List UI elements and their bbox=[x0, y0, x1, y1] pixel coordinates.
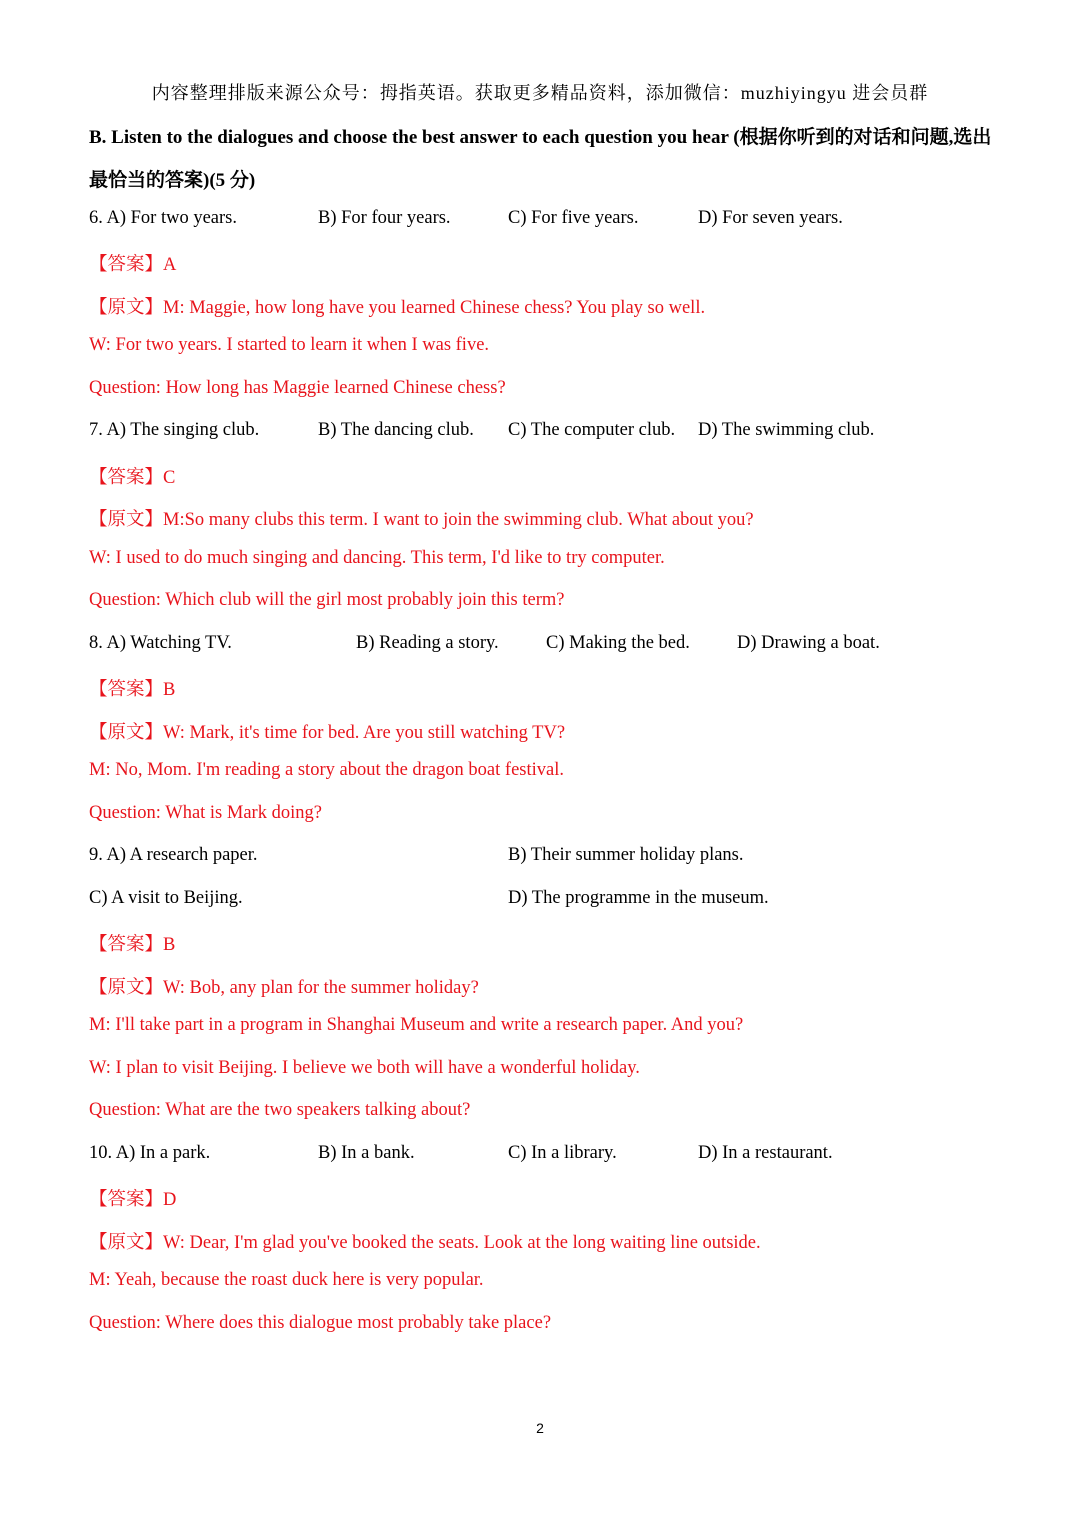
script-line: W: I plan to visit Beijing. I believe we both will have a wonderful holiday. bbox=[89, 1058, 640, 1078]
answer-line bbox=[89, 930, 175, 956]
section-title-line2: 最恰当的答案)(5 分) bbox=[89, 170, 256, 191]
answer-value: D bbox=[163, 1190, 177, 1210]
option-d: D) The swimming club. bbox=[698, 420, 875, 440]
answer-line bbox=[89, 250, 176, 276]
option-a: A) Watching TV. bbox=[106, 633, 232, 653]
option-a: A) For two years. bbox=[106, 208, 237, 228]
option-d: D) Drawing a boat. bbox=[737, 633, 880, 653]
script-line: M: Yeah, because the roast duck here is very popular. bbox=[89, 1270, 484, 1290]
question-number: 7. bbox=[89, 420, 103, 440]
script-text: W: Bob, any plan for the summer holiday? bbox=[163, 978, 479, 998]
option-a: A) The singing club. bbox=[106, 420, 260, 440]
option-c: C) The computer club. bbox=[508, 420, 676, 440]
option-a: A) A research paper. bbox=[106, 845, 258, 865]
answer-value: A bbox=[163, 255, 177, 275]
script-line: M: No, Mom. I'm reading a story about the dragon boat festival. bbox=[89, 760, 564, 780]
script-line bbox=[89, 973, 479, 999]
answer-label: 【答案】 bbox=[89, 1190, 164, 1210]
option-c: C) In a library. bbox=[508, 1143, 617, 1163]
answer-line bbox=[89, 675, 175, 701]
script-question: Question: What are the two speakers talking about? bbox=[89, 1100, 471, 1120]
option-c: C) Making the bed. bbox=[546, 633, 690, 653]
script-line: M: I'll take part in a program in Shanghai Museum and write a research paper. And you? bbox=[89, 1015, 744, 1035]
script-line: W: For two years. I started to learn it when I was five. bbox=[89, 335, 490, 355]
question-number: 10. bbox=[89, 1143, 113, 1163]
answer-label: 【答案】 bbox=[89, 468, 164, 488]
question-6-options bbox=[89, 208, 237, 229]
question-7-options bbox=[89, 420, 259, 441]
script-line: W: I used to do much singing and dancing. This term, I'd like to try computer. bbox=[89, 548, 665, 568]
script-text: W: Dear, I'm glad you've booked the seats. Look at the long waiting line outside. bbox=[163, 1233, 761, 1253]
script-label: 【原文】 bbox=[89, 978, 164, 998]
script-question: Question: Where does this dialogue most probably take place? bbox=[89, 1313, 552, 1333]
answer-label: 【答案】 bbox=[89, 935, 164, 955]
section-title-line1: B. Listen to the dialogues and choose the best answer to each question you hear (根据你听到的对话和问题,选出 bbox=[89, 127, 992, 148]
script-label: 【原文】 bbox=[89, 298, 164, 318]
script-question: Question: What is Mark doing? bbox=[89, 803, 322, 823]
option-c: C) A visit to Beijing. bbox=[89, 888, 243, 908]
script-line bbox=[89, 718, 565, 744]
question-8-options bbox=[89, 633, 232, 654]
option-b: B) For four years. bbox=[318, 208, 451, 228]
question-10-options bbox=[89, 1143, 210, 1164]
script-question: Question: How long has Maggie learned Chinese chess? bbox=[89, 378, 506, 398]
question-number: 9. bbox=[89, 845, 103, 865]
option-b: B) The dancing club. bbox=[318, 420, 474, 440]
answer-label: 【答案】 bbox=[89, 255, 164, 275]
option-d: D) The programme in the museum. bbox=[508, 888, 769, 908]
page-header: 内容整理排版来源公众号：拇指英语。获取更多精品资料，添加微信：muzhiyingyu 进会员群 bbox=[151, 83, 929, 103]
page-number: 2 bbox=[536, 1420, 544, 1436]
script-text: W: Mark, it's time for bed. Are you still watching TV? bbox=[163, 723, 566, 743]
option-c: C) For five years. bbox=[508, 208, 639, 228]
answer-value: C bbox=[163, 468, 176, 488]
question-number: 6. bbox=[89, 208, 103, 228]
script-line bbox=[89, 505, 754, 531]
answer-line bbox=[89, 1185, 176, 1211]
answer-value: B bbox=[163, 935, 176, 955]
option-b: B) In a bank. bbox=[318, 1143, 415, 1163]
script-line bbox=[89, 293, 705, 319]
script-line bbox=[89, 1228, 761, 1254]
option-b: B) Their summer holiday plans. bbox=[508, 845, 744, 865]
question-9-options-row1 bbox=[89, 845, 258, 866]
option-d: D) For seven years. bbox=[698, 208, 843, 228]
answer-line bbox=[89, 463, 175, 489]
script-label: 【原文】 bbox=[89, 1233, 164, 1253]
answer-value: B bbox=[163, 680, 176, 700]
script-text: M:So many clubs this term. I want to join the swimming club. What about you? bbox=[163, 510, 754, 530]
script-label: 【原文】 bbox=[89, 723, 164, 743]
script-question: Question: Which club will the girl most probably join this term? bbox=[89, 590, 565, 610]
question-number: 8. bbox=[89, 633, 103, 653]
option-b: B) Reading a story. bbox=[356, 633, 499, 653]
answer-label: 【答案】 bbox=[89, 680, 164, 700]
option-d: D) In a restaurant. bbox=[698, 1143, 833, 1163]
option-a: A) In a park. bbox=[115, 1143, 211, 1163]
script-label: 【原文】 bbox=[89, 510, 164, 530]
script-text: M: Maggie, how long have you learned Chinese chess? You play so well. bbox=[163, 298, 706, 318]
